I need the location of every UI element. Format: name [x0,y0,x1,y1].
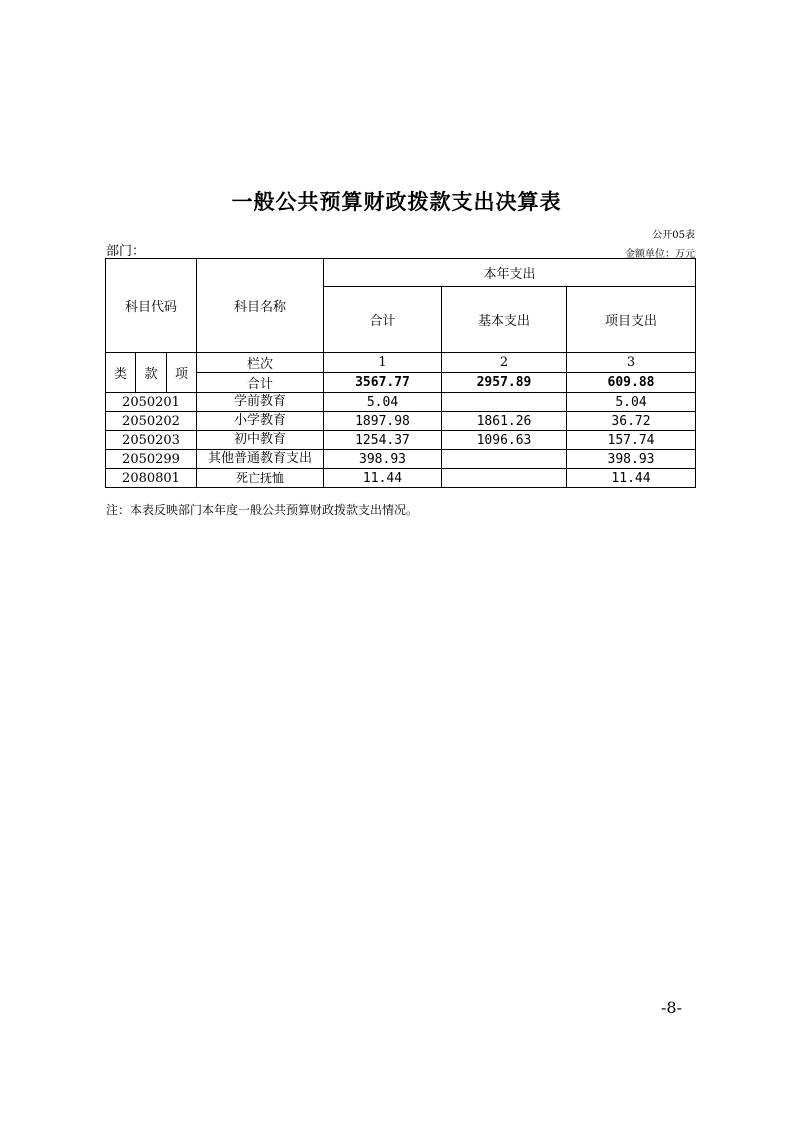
row-basic [442,393,567,412]
table-row [106,431,696,450]
header-item: 项 [167,353,197,393]
header-subject-name: 科目名称 [197,259,324,353]
row-name: 小学教育 [197,412,324,431]
row-project: 11.44 [567,469,696,488]
row-code: 2080801 [106,469,197,488]
expenditure-table [105,258,696,488]
row-project: 36.72 [567,412,696,431]
column-number-3: 3 [567,353,696,373]
row-basic [442,469,567,488]
row-name: 死亡抚恤 [197,469,324,488]
totals-total: 3567.77 [324,373,442,393]
row-basic: 1861.26 [442,412,567,431]
table-row [106,469,696,488]
department-label: 部门： [106,244,146,259]
page-title: 一般公共预算财政拨款支出决算表 [231,190,562,214]
row-total: 1897.98 [324,412,442,431]
row-total: 1254.37 [324,431,442,450]
row-project: 5.04 [567,393,696,412]
page-number: -8- [661,998,682,1017]
form-number: 公开05表 [652,230,695,241]
row-project: 398.93 [567,450,696,469]
row-basic [442,450,567,469]
table-note: 注：本表反映部门本年度一般公共预算财政拨款支出情况。 [106,503,419,517]
row-name: 初中教育 [197,431,324,450]
row-name: 其他普通教育支出 [197,450,324,469]
row-name: 学前教育 [197,393,324,412]
header-current-year-expenditure: 本年支出 [324,259,696,287]
table-row [106,412,696,431]
row-basic: 1096.63 [442,431,567,450]
table-row [106,393,696,412]
header-total: 合计 [324,287,442,353]
header-subject-code: 科目代码 [106,259,197,353]
row-total: 398.93 [324,450,442,469]
row-code: 2050203 [106,431,197,450]
header-project-expenditure: 项目支出 [567,287,696,353]
row-code: 2050202 [106,412,197,431]
header-section: 款 [136,353,167,393]
header-basic-expenditure: 基本支出 [442,287,567,353]
totals-label: 合计 [197,373,324,393]
row-code: 2050201 [106,393,197,412]
table-row [106,450,696,469]
row-total: 5.04 [324,393,442,412]
column-number-2: 2 [442,353,567,373]
column-number-1: 1 [324,353,442,373]
header-column-label: 栏次 [197,353,324,373]
row-code: 2050299 [106,450,197,469]
totals-project: 609.88 [567,373,696,393]
row-total: 11.44 [324,469,442,488]
row-project: 157.74 [567,431,696,450]
header-category: 类 [106,353,136,393]
unit-label: 金额单位：万元 [625,249,695,260]
totals-basic: 2957.89 [442,373,567,393]
